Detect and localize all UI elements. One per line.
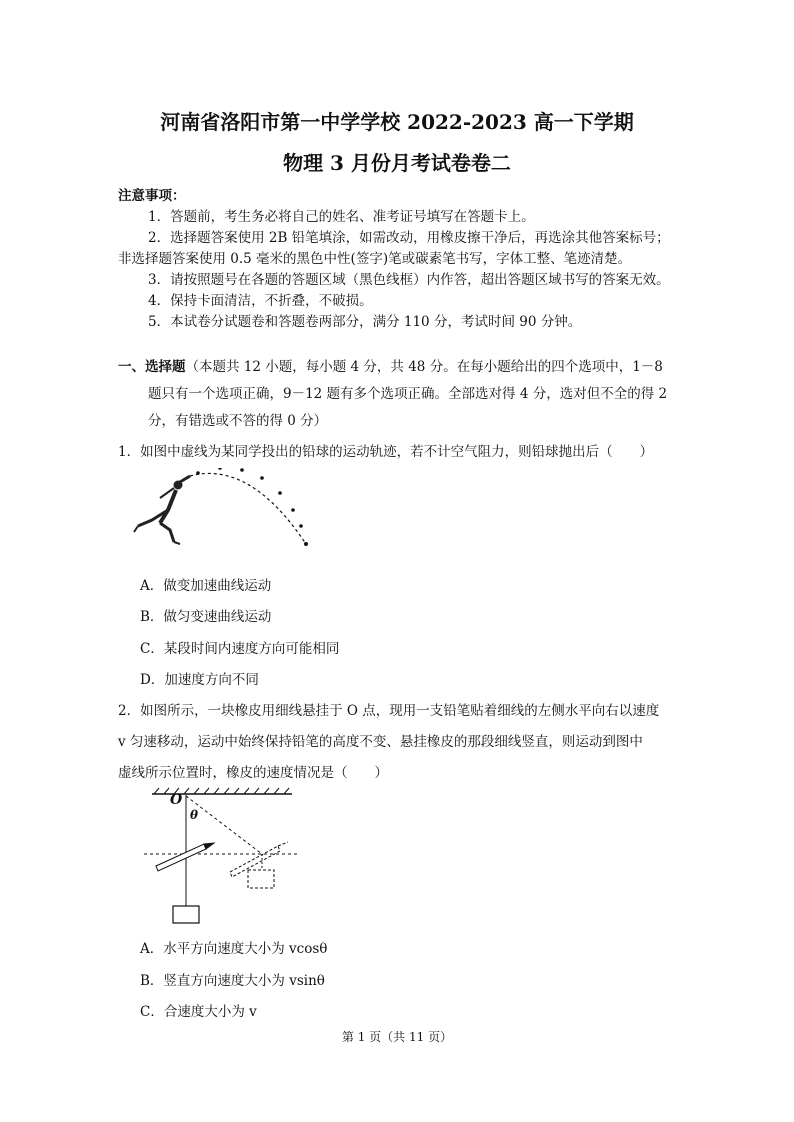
q1-option-c: C．某段时间内速度方向可能相同 — [140, 641, 340, 657]
q1-option-b: B．做匀变速曲线运动 — [140, 609, 272, 625]
q2-stem-2: v 匀速移动，运动中始终保持铅笔的高度不变、悬挂橡皮的那段细线竖直，则运动到图中 — [118, 734, 643, 750]
notice-item-2-cont: 非选择题答案使用 0.5 毫米的黑色中性(签字)笔或碳素笔书写，字体工整、笔迹清楚。 — [118, 251, 632, 267]
athlete-figure — [134, 476, 190, 544]
section-title: 一、选择题 — [118, 359, 186, 375]
notice-item-2: 2．选择题答案使用 2B 铅笔填涂，如需改动，用橡皮擦干净后，再选涂其他答案标号； — [148, 230, 670, 246]
q2-stem-3: 虚线所示位置时，橡皮的速度情况是（ ） — [118, 765, 388, 781]
q1-stem: 1．如图中虚线为某同学投出的铅球的运动轨迹，若不计空气阻力，则铅球抛出后（ ） — [118, 444, 654, 460]
pencil-solid — [156, 843, 214, 871]
trajectory-curve — [190, 473, 306, 544]
notice-item-1: 1．答题前，考生务必将自己的姓名、准考证号填写在答题卡上。 — [148, 209, 535, 225]
q1-option-a: A．做变加速曲线运动 — [140, 578, 272, 594]
q1-option-d: D．加速度方向不同 — [140, 672, 259, 688]
angle-theta-label: θ — [190, 808, 199, 822]
section-desc-2: 题只有一个选项正确，9－12 题有多个选项正确。全部选对得 4 分，选对但不全的得 2 — [148, 386, 668, 402]
eraser-dashed — [248, 870, 274, 888]
page-title-line2: 物理 3 月份月考试卷卷二 — [283, 151, 511, 175]
q2-figure — [142, 786, 302, 926]
page-footer: 第 1 页（共 11 页） — [341, 1030, 453, 1044]
q2-stem-1: 2．如图所示，一块橡皮用细线悬挂于 O 点，现用一支铅笔贴着细线的左侧水平向右以速度 — [118, 703, 660, 719]
q2-option-a: A．水平方向速度大小为 vcosθ — [140, 941, 328, 957]
q2-option-b: B．竖直方向速度大小为 vsinθ — [140, 973, 325, 989]
section-heading — [118, 355, 663, 375]
notice-item-3: 3．请按照题号在各题的答题区域（黑色线框）内作答，超出答题区域书写的答案无效。 — [148, 272, 670, 288]
q2-option-c: C．合速度大小为 v — [140, 1004, 257, 1020]
q2-diagram — [142, 786, 302, 926]
page-title-line1: 河南省洛阳市第一中学学校 2022-2023 高一下学期 — [160, 110, 634, 134]
string-slanted-dashed — [186, 796, 262, 854]
notice-item-5: 5．本试卷分试题卷和答题卷两部分，满分 110 分，考试时间 90 分钟。 — [148, 314, 582, 330]
section-desc-3: 分，有错选或不答的得 0 分） — [148, 413, 328, 429]
notice-item-4: 4．保持卡面清洁，不折叠，不破损。 — [148, 293, 373, 309]
q1-figure — [130, 468, 320, 553]
pencil-dashed — [230, 842, 288, 877]
eraser-block — [173, 906, 199, 923]
trajectory-points — [196, 468, 308, 546]
point-o-label: O — [170, 792, 183, 808]
notice-heading: 注意事项： — [118, 188, 186, 204]
section-desc-1: （本题共 12 小题，每小题 4 分，共 48 分。在每小题给出的四个选项中，1－8 — [185, 359, 663, 375]
